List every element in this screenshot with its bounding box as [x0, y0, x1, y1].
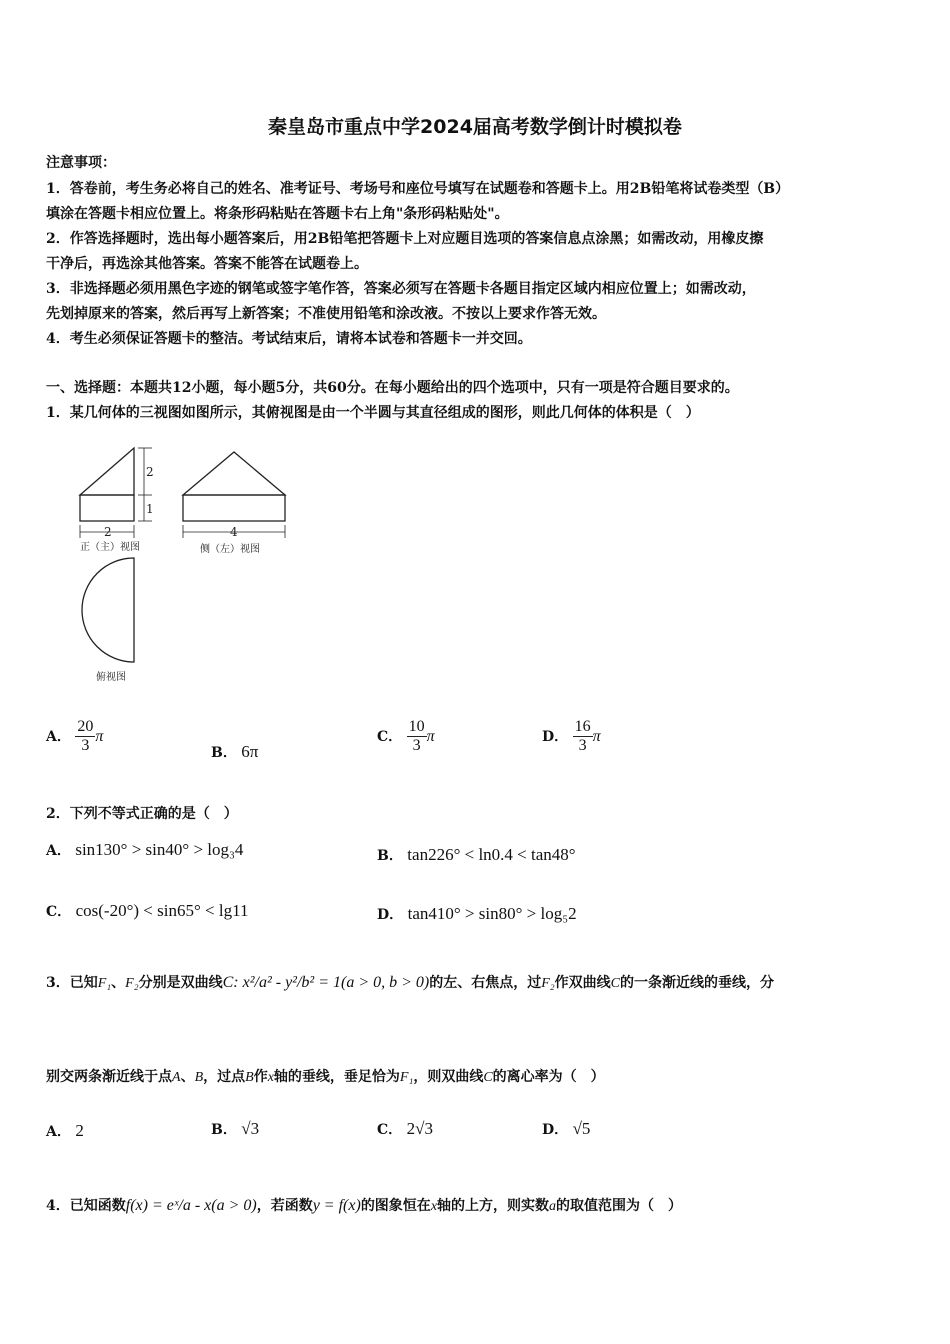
option-label: B．: [211, 745, 237, 761]
hyperbola-equation: C: x²/a² - y²/b² = 1(a > 0, b > 0): [222, 974, 430, 991]
option-value: √3: [241, 1119, 260, 1138]
option-value: 2: [75, 1121, 84, 1140]
question-3-stem: 3．已知F₁、F₂分别是双曲线C: x²/a² - y²/b² = 1(a > 0, b > 0)的左、右焦点，过F₂作双曲线C的一条渐近线的垂线，分: [46, 974, 775, 991]
q3-option-d[interactable]: [542, 1119, 590, 1139]
q2-option-a[interactable]: [46, 840, 243, 860]
top-view-caption: 俯视图: [96, 672, 126, 683]
question-1-stem: 1．某几何体的三视图如图所示，其俯视图是由一个半圆与其直径组成的图形，则此几何体的体积是（ ）: [46, 405, 700, 421]
q2-option-b[interactable]: [377, 845, 576, 865]
question-4-stem: 4．已知函数f(x) = eˣ/a - x(a > 0)，若函数y = f(x)的图象恒在x轴的上方，则实数a的取值范围为（ ）: [46, 1197, 683, 1214]
option-value: tan410° > sin80° > log₅2: [407, 904, 577, 923]
dim-bottom-height: 1: [146, 502, 154, 516]
option-label: D．: [542, 728, 569, 745]
option-value: tan226° < ln0.4 < tan48°: [407, 845, 576, 864]
option-value: 2√3: [406, 1119, 433, 1138]
notice-line: 先划掉原来的答案，然后再写上新答案；不准使用铅笔和涂改液。不按以上要求作答无效。: [46, 306, 606, 322]
q2-option-d[interactable]: [377, 904, 577, 924]
notice-line: 填涂在答题卡相应位置上。将条形码粘贴在答题卡右上角"条形码粘贴处"。: [46, 206, 509, 222]
option-label: C．: [377, 1122, 403, 1138]
front-view: [80, 448, 152, 538]
option-label: A．: [46, 728, 71, 745]
top-view: [82, 558, 134, 662]
option-label: D．: [377, 907, 404, 923]
dim-side-width: 4: [230, 525, 238, 539]
option-label: A．: [46, 1124, 71, 1140]
option-label: D．: [542, 1122, 569, 1138]
fraction: $\frac{10}{3}$: [408, 718, 425, 755]
notice-line: 1．答卷前，考生务必将自己的姓名、准考证号、考场号和座位号填写在试题卷和答题卡上。用2B铅笔将试卷类型（B）: [46, 181, 790, 197]
q1-option-c[interactable]: C． $\frac{10}{3}$ π: [377, 718, 435, 755]
option-value: sin130° > sin40° > log₃4: [75, 840, 244, 859]
option-label: B．: [377, 848, 403, 864]
notice-line: 2．作答选择题时，选出每小题答案后，用2B铅笔把答题卡上对应题目选项的答案信息点涂黑；如需改动，用橡皮擦: [46, 231, 764, 247]
option-label: A．: [46, 843, 71, 859]
side-view-caption: 侧（左）视图: [200, 544, 260, 555]
notice-line: 3．非选择题必须用黑色字迹的钢笔或签字笔作答，答案必须写在答题卡各题目指定区域内相应位置上；如需改动，: [46, 281, 756, 297]
notice-line: 干净后，再选涂其他答案。答案不能答在试题卷上。: [46, 256, 368, 272]
q1-option-a[interactable]: A． $\frac{20}{3}$ π: [46, 718, 104, 755]
q3-option-a[interactable]: [46, 1121, 84, 1141]
fraction: $\frac{20}{3}$: [77, 718, 94, 755]
question-3-stem-line2: 别交两条渐近线于点A、B，过点B作x轴的垂线，垂足恰为F₁，则双曲线C的离心率为（ ）: [46, 1069, 605, 1085]
option-label: B．: [211, 1122, 237, 1138]
q1-option-d[interactable]: D． $\frac{16}{3}$ π: [542, 718, 601, 755]
section-heading: 一、选择题：本题共12小题，每小题5分，共60分。在每小题给出的四个选项中，只有一项是符合题目要求的。: [46, 380, 739, 396]
three-view-figure: [70, 440, 300, 690]
option-value: √5: [572, 1119, 591, 1138]
front-view-caption: 正（主）视图: [80, 542, 140, 553]
option-label: C．: [377, 728, 403, 745]
dim-front-width: 2: [104, 525, 112, 539]
q2-option-c[interactable]: [46, 901, 248, 921]
function-definition: f(x) = eˣ/a - x(a > 0): [125, 1197, 257, 1214]
q1-option-b[interactable]: [211, 742, 258, 762]
question-2-stem: 2．下列不等式正确的是（ ）: [46, 806, 238, 822]
page-title: 秦皇岛市重点中学2024届高考数学倒计时模拟卷: [268, 116, 682, 138]
option-value: 6π: [241, 742, 259, 761]
fraction: $\frac{16}{3}$: [574, 718, 591, 755]
notice-heading: 注意事项：: [46, 155, 116, 171]
notice-line: 4．考生必须保证答题卡的整洁。考试结束后，请将本试卷和答题卡一并交回。: [46, 331, 532, 347]
option-label: C．: [46, 904, 72, 920]
q3-option-c[interactable]: [377, 1119, 433, 1139]
q3-option-b[interactable]: [211, 1119, 259, 1139]
option-value: cos(-20°) < sin65° < lg11: [75, 901, 249, 920]
dim-top-height: 2: [146, 465, 154, 479]
